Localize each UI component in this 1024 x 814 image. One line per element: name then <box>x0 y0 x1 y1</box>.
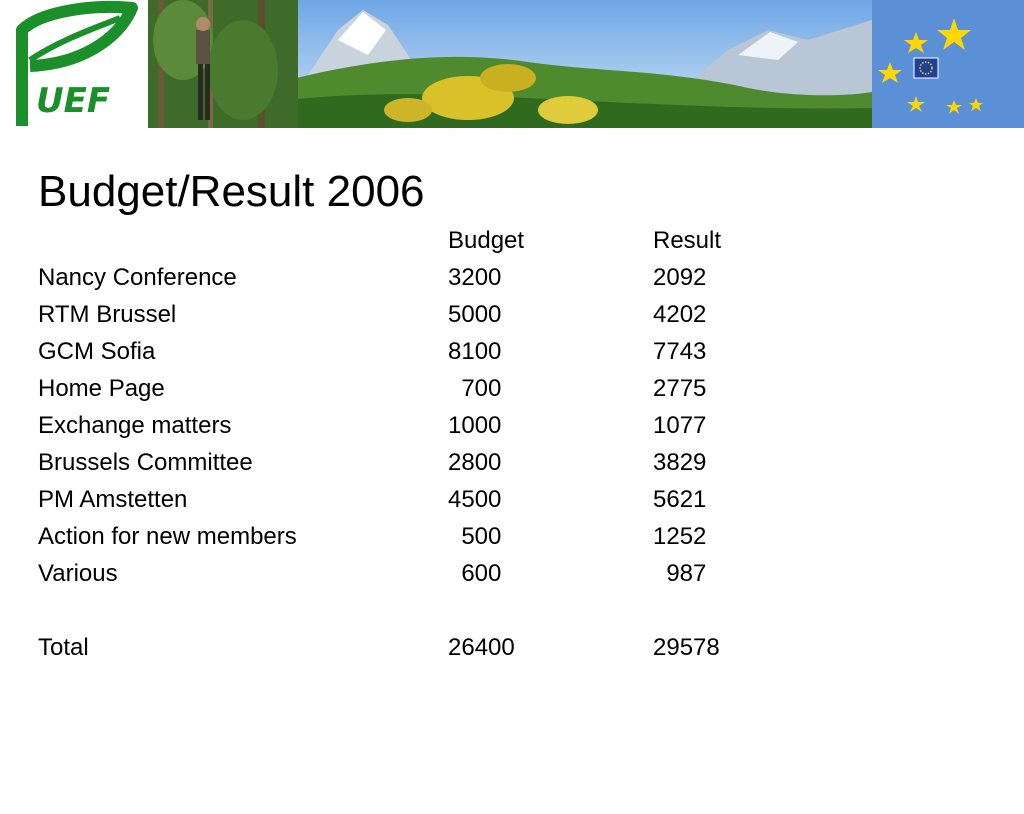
row-budget: 600 <box>448 560 502 587</box>
row-result: 2092 <box>653 264 707 291</box>
table-row <box>38 296 798 333</box>
table-row <box>38 555 798 592</box>
table-row <box>38 259 798 296</box>
total-result: 29578 <box>653 634 720 661</box>
row-result: 7743 <box>653 338 707 365</box>
eu-mini-flag-icon <box>914 58 938 78</box>
table-row <box>38 370 798 407</box>
uef-logo <box>0 0 148 128</box>
table-row <box>38 518 798 555</box>
row-budget: 2800 <box>448 449 502 476</box>
row-item: RTM Brussel <box>38 301 177 328</box>
table-total-row <box>38 629 798 666</box>
row-result: 987 <box>653 560 707 587</box>
row-budget: 4500 <box>448 486 502 513</box>
row-result: 4202 <box>653 301 707 328</box>
table-row <box>38 333 798 370</box>
total-budget: 26400 <box>448 634 515 661</box>
row-item: Brussels Committee <box>38 449 253 476</box>
leaf-logo-icon <box>0 0 148 128</box>
column-header-result: Result <box>653 227 722 254</box>
table-row <box>38 444 798 481</box>
row-result: 2775 <box>653 375 707 402</box>
table-row <box>38 407 798 444</box>
row-result: 1077 <box>653 412 707 439</box>
row-budget: 3200 <box>448 264 502 291</box>
row-budget: 700 <box>448 375 502 402</box>
row-budget: 8100 <box>448 338 502 365</box>
logo-text: UEF <box>36 81 111 121</box>
row-item: Exchange matters <box>38 412 232 439</box>
header-banner <box>0 0 1024 128</box>
row-item: GCM Sofia <box>38 338 156 365</box>
row-item: Nancy Conference <box>38 264 237 291</box>
table-row <box>38 481 798 518</box>
row-budget: 1000 <box>448 412 502 439</box>
row-item: PM Amstetten <box>38 486 188 513</box>
table-header-row <box>38 222 798 259</box>
total-label: Total <box>38 634 89 661</box>
landscape-photo <box>148 0 872 128</box>
row-result: 3829 <box>653 449 707 476</box>
row-item: Various <box>38 560 118 587</box>
row-result: 5621 <box>653 486 707 513</box>
row-item: Action for new members <box>38 523 297 550</box>
eu-flag <box>872 0 1024 128</box>
table-spacer <box>38 592 798 629</box>
row-item: Home Page <box>38 375 165 402</box>
column-header-budget: Budget <box>448 227 525 254</box>
row-budget: 500 <box>448 523 502 550</box>
row-budget: 5000 <box>448 301 502 328</box>
budget-table <box>38 222 798 666</box>
row-result: 1252 <box>653 523 707 550</box>
slide-title: Budget/Result 2006 <box>38 167 425 216</box>
